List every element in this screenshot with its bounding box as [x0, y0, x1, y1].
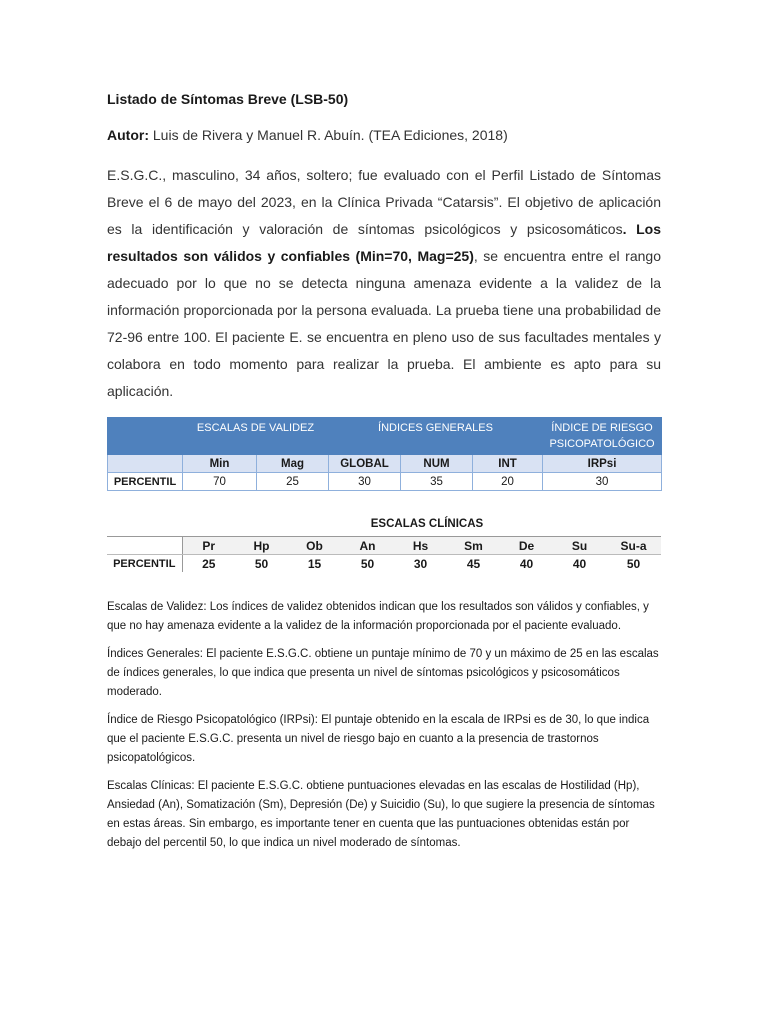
table2-column-header: Hs [394, 537, 447, 555]
table1-cell: 25 [257, 473, 329, 491]
table2-column-header: Su [553, 537, 606, 555]
table2-cell: 30 [413, 556, 428, 571]
table2-column-header: Sm [447, 537, 500, 555]
table2-cell: 50 [254, 556, 269, 571]
intro-text-1: E.S.G.C., masculino, 34 años, soltero; fue evaluado con el Perfil Listado de Síntomas Breve el 6 de mayo del 2023, en la Clínica Privada “Catarsis”. El objetivo de aplicación es la identificación y valoración de síntomas psicológicos y psicosomáticos [107, 167, 661, 237]
table1-column-row [108, 455, 662, 473]
intro-paragraph [107, 162, 661, 405]
table1-column-empty [108, 455, 183, 473]
intro-text-2: , se encuentra entre el rango adecuado por lo que no se detecta ninguna amenaza evidente a la validez de la información proporcionada por la persona evaluada. La prueba tiene una probabilidad de 72-96 entre 100. El paciente E. se encuentra en pleno uso de sus facultades mentales y colabora en todo momento para realizar la prueba. El ambiente es apto para su aplicación. [107, 248, 661, 399]
table1-group-validity: ESCALAS DE VALIDEZ [183, 418, 329, 455]
table1-percentile-row [108, 473, 662, 491]
table2-cell: 15 [307, 556, 322, 571]
note-validity-scales: Escalas de Validez: Los índices de validez obtenidos indican que los resultados son válidos y confiables, y que no hay amenaza evidente a la validez de la información proporcionada por el paciente evaluado. [107, 601, 649, 632]
table2-cell: 50 [360, 556, 375, 571]
table2-percentile-row [107, 555, 661, 573]
table2-column-row [107, 537, 661, 555]
table1-row-label: PERCENTIL [108, 473, 183, 491]
table2-row-label: PERCENTIL [107, 555, 182, 573]
table1-group-risk: ÍNDICE DE RIESGO PSICOPATOLÓGICO [543, 418, 662, 455]
results-table-clinical-scales [107, 536, 661, 572]
interpretation-notes [107, 598, 661, 862]
intro-bold-text: . Los resultados son válidos y confiables (Min=70, Mag=25) [107, 221, 662, 264]
table1-header-empty [108, 418, 183, 455]
table1-column-header: IRPsi [543, 455, 662, 473]
table2-cell: 25 [202, 556, 216, 571]
note-clinical-scales: Escalas Clínicas: El paciente E.S.G.C. obtiene puntuaciones elevadas en las escalas de Hostilidad (Hp), Ansiedad (An), Somatización (Sm), Depresión (De) y Suicidio (Su), lo que sugiere la presencia de síntomas en estas áreas. Sin embargo, es importante tener en cuenta que las puntuaciones obtenidas están por debajo del percentil 50, lo que indica un nivel moderado de síntomas. [107, 780, 655, 849]
table1-column-header: NUM [401, 455, 473, 473]
table2-column-header: An [341, 537, 394, 555]
author-line [107, 127, 508, 143]
note-risk-index: Índice de Riesgo Psicopatológico (IRPsi): El puntaje obtenido en la escala de IRPsi es de 30, lo que indica que el paciente E.S.G.C. presenta un nivel de riesgo bajo en cuanto a la presencia de trastornos psicopatológicos. [107, 714, 650, 764]
table2-title-text: ESCALAS CLÍNICAS [370, 518, 484, 530]
table2-cell: 45 [466, 556, 481, 571]
table2-column-header: Pr [182, 537, 235, 555]
document-title: Listado de Síntomas Breve (LSB-50) [107, 91, 349, 107]
table1-cell: 30 [329, 473, 401, 491]
table1-header-row [108, 418, 662, 455]
table1-column-header: GLOBAL [329, 455, 401, 473]
table2-column-header: Su-a [606, 537, 661, 555]
table1-group-general: ÍNDICES GENERALES [329, 418, 543, 455]
table1-column-header: INT [473, 455, 543, 473]
author-text: Luis de Rivera y Manuel R. Abuín. (TEA Ediciones, 2018) [149, 127, 508, 143]
table2-column-header: Ob [288, 537, 341, 555]
table2-column-empty [107, 537, 182, 555]
table1-cell: 20 [473, 473, 543, 491]
author-label: Autor: [107, 127, 149, 143]
table1-column-header: Min [183, 455, 257, 473]
table2-cell: 40 [572, 556, 587, 571]
table2-column-header: De [500, 537, 553, 555]
table2-title [107, 518, 661, 530]
table2-column-header: Hp [235, 537, 288, 555]
note-general-indices: Índices Generales: El paciente E.S.G.C. obtiene un puntaje mínimo de 70 y un máximo de 25 en las escalas de índices generales, lo que indica que presenta un nivel de síntomas psicológicos y psicosomáticos moderado. [107, 648, 659, 698]
results-table-validity-indices [107, 417, 662, 491]
table1-cell: 30 [543, 473, 662, 491]
table1-cell: 35 [401, 473, 473, 491]
table2-cell: 40 [519, 556, 534, 571]
table1-cell: 70 [183, 473, 257, 491]
table2-cell: 50 [626, 556, 641, 571]
table1-column-header: Mag [257, 455, 329, 473]
